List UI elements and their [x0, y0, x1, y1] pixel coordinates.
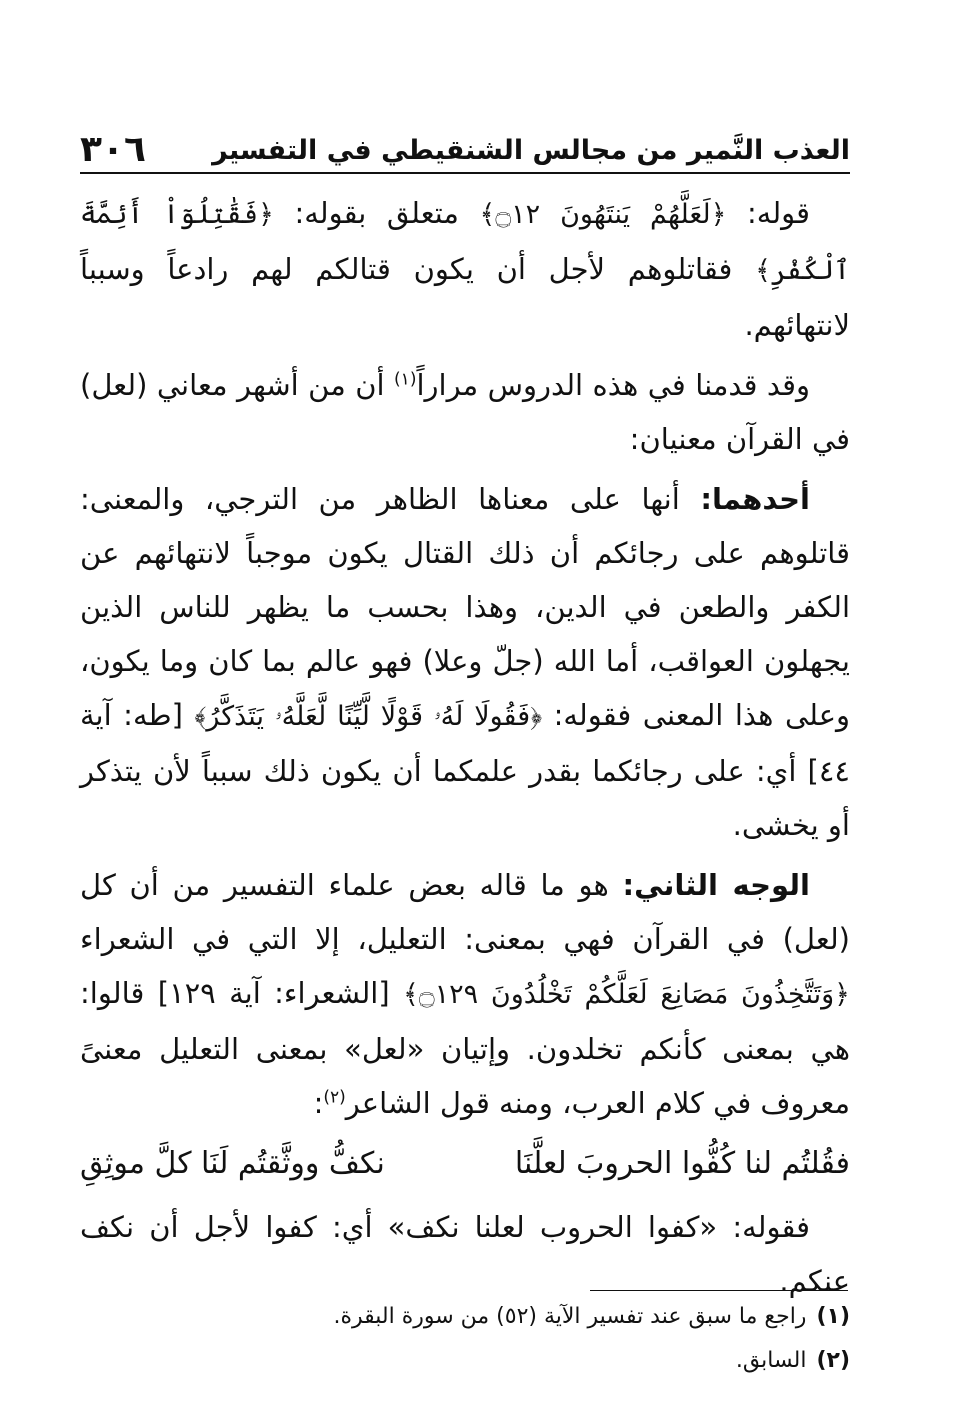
quran-quote-4: ﴿وَتَتَّخِذُونَ مَصَانِعَ لَعَلَّكُمْ تَخْلُدُونَ ۝١٢٩﴾	[403, 979, 851, 1010]
p5-text: فقوله: «كفوا الحروب لعلنا نكف» أي: كفوا لأجل أن نكف عنكم.	[80, 1210, 850, 1298]
p1-text-b: متعلق بقوله:	[273, 196, 480, 230]
quran-quote-2: ﴿فَقَٰتِلُوٓاْ أَئِمَّةَ ٱلْكُفْرِ﴾	[80, 199, 850, 286]
p2-text-a: وقد قدمنا في هذه الدروس مراراً	[416, 368, 810, 402]
footnote-ref-2: (٢)	[323, 1087, 346, 1108]
footnote-ref-1: (١)	[394, 369, 417, 390]
running-header	[80, 120, 850, 174]
p4-label: الوجه الثاني:	[622, 868, 811, 902]
footnote-text: راجع ما سبق عند تفسير الآية (٥٢) من سورة البقرة.	[333, 1304, 807, 1329]
p1-text-a: قوله:	[726, 196, 810, 230]
p3-text-a: أنها على معناها الظاهر من الترجي، والمعنى: قاتلوهم على رجائكم أن ذلك القتال يكون موجباً لانتهائهم عن الكفر والطعن في الدين، وهذا بحسب ما يظهر للناس الذين يجهلون العواقب، أما الله (جلّ وعلا) فهو عالم بما كان وما يكون، وعلى هذا المعنى فقوله:	[80, 482, 851, 732]
p4-text-a: هو ما قاله بعض علماء التفسير من أن كل (لعل) في القرآن فهي بمعنى: التعليل، إلا التي في الشعراء	[80, 868, 850, 956]
footnote-number: (١)	[816, 1304, 850, 1329]
footnote-text: السابق.	[735, 1348, 807, 1373]
p3-text-b: أي: على رجائكما بقدر علمكما أن يكون ذلك سبباً لأن يتذكر أو يخشى.	[80, 754, 850, 842]
footnote-separator	[590, 1290, 848, 1291]
paragraph-1	[80, 186, 850, 352]
footnote-2	[80, 1339, 850, 1383]
p4-reference: [الشعراء: آية ١٢٩]	[157, 976, 404, 1010]
quran-quote-3: ﴿فَقُولَا لَهُۥ قَوْلًا لَّيِّنًا لَّعَلَّهُۥ يَتَذَكَّرُ﴾	[194, 701, 543, 732]
verse-second-hemistich: نكفُّ ووثَّقتُم لَنَا كلَّ موثِقِ	[80, 1146, 385, 1181]
p1-text-c: فقاتلوهم لأجل أن يكون قتالكم لهم رادعاً وسبباً لانتهائهم.	[80, 252, 850, 342]
poetry-verse	[80, 1136, 850, 1192]
quran-quote-1: ﴿لَعَلَّهُمْ يَنتَهُونَ ۝١٢﴾	[479, 199, 727, 230]
p2-text-b: أن من أشهر معاني (لعل) في القرآن معنيان:	[80, 368, 850, 456]
p4-text-b: قالوا: هي بمعنى كأنكم تخلدون. وإتيان «لعل» بمعنى التعليل معنىً معروف في كلام العرب، ومنه قول الشاعر	[80, 976, 850, 1120]
page-body	[80, 186, 850, 1314]
page-number: ٣٠٦	[80, 129, 146, 170]
p3-reference: [طه: آية ٤٤]	[80, 698, 850, 788]
paragraph-5	[80, 1200, 850, 1308]
footnote-1	[80, 1295, 850, 1339]
book-title: العذب النَّمير من مجالس الشنقيطي في التفسير	[212, 135, 850, 166]
paragraph-4	[80, 858, 850, 1130]
p3-label: أحدهما:	[700, 482, 810, 516]
verse-first-hemistich: فقُلتُم لنا كُفُّوا الحروبَ لعلَّنَا	[514, 1146, 850, 1181]
paragraph-2	[80, 358, 850, 466]
paragraph-3	[80, 472, 850, 852]
footnotes	[80, 1295, 850, 1383]
p4-text-c: :	[313, 1086, 324, 1120]
footnote-number: (٢)	[816, 1348, 850, 1373]
